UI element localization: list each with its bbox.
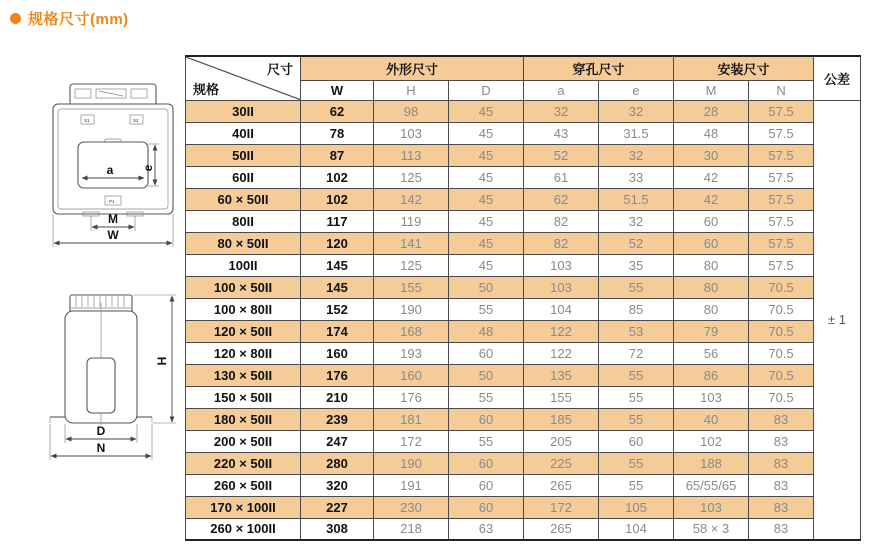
cell-n: 57.5 xyxy=(749,188,814,210)
cell-d: 63 xyxy=(449,518,524,540)
col-header-W: W xyxy=(301,80,374,100)
cell-e: 35 xyxy=(599,254,674,276)
cell-h: 168 xyxy=(374,320,449,342)
cell-m: 40 xyxy=(674,408,749,430)
cell-a: 265 xyxy=(524,474,599,496)
side-view-svg xyxy=(40,283,190,468)
cell-w: 239 xyxy=(301,408,374,430)
corner-label-spec: 规格 xyxy=(193,81,220,97)
cell-a: 61 xyxy=(524,166,599,188)
cell-spec: 170 × 100II xyxy=(186,496,301,518)
col-header-e: e xyxy=(599,80,674,100)
cell-a: 32 xyxy=(524,100,599,122)
cell-e: 55 xyxy=(599,364,674,386)
cell-spec: 50II xyxy=(186,144,301,166)
cell-e: 52 xyxy=(599,232,674,254)
cell-spec: 200 × 50II xyxy=(186,430,301,452)
bullet-icon xyxy=(10,13,21,24)
cell-a: 52 xyxy=(524,144,599,166)
cell-spec: 30II xyxy=(186,100,301,122)
cell-m: 102 xyxy=(674,430,749,452)
cell-n: 70.5 xyxy=(749,386,814,408)
cell-a: 122 xyxy=(524,342,599,364)
table-row xyxy=(186,386,861,408)
cell-spec: 180 × 50II xyxy=(186,408,301,430)
cell-e: 60 xyxy=(599,430,674,452)
cell-n: 70.5 xyxy=(749,276,814,298)
cell-d: 45 xyxy=(449,210,524,232)
cell-h: 176 xyxy=(374,386,449,408)
svg-text:S2: S2 xyxy=(133,118,139,123)
cell-e: 55 xyxy=(599,474,674,496)
cell-h: 103 xyxy=(374,122,449,144)
table-row xyxy=(186,518,861,540)
cell-m: 65/55/65 xyxy=(674,474,749,496)
cell-d: 50 xyxy=(449,276,524,298)
cell-w: 152 xyxy=(301,298,374,320)
cell-spec: 60 × 50II xyxy=(186,188,301,210)
col-header-N: N xyxy=(749,80,814,100)
side-view-drawing xyxy=(40,283,190,468)
cell-n: 83 xyxy=(749,474,814,496)
corner-cell xyxy=(186,56,301,100)
cell-a: 185 xyxy=(524,408,599,430)
front-view-svg xyxy=(45,82,185,254)
cell-m: 42 xyxy=(674,166,749,188)
cell-d: 60 xyxy=(449,342,524,364)
table-row xyxy=(186,166,861,188)
cell-a: 155 xyxy=(524,386,599,408)
cell-w: 87 xyxy=(301,144,374,166)
cell-w: 102 xyxy=(301,166,374,188)
cell-a: 265 xyxy=(524,518,599,540)
cell-e: 55 xyxy=(599,408,674,430)
cell-a: 62 xyxy=(524,188,599,210)
svg-text:P1: P1 xyxy=(109,199,115,204)
cell-e: 55 xyxy=(599,276,674,298)
cell-h: 113 xyxy=(374,144,449,166)
cell-h: 181 xyxy=(374,408,449,430)
cell-d: 45 xyxy=(449,100,524,122)
cell-n: 57.5 xyxy=(749,254,814,276)
cell-spec: 60II xyxy=(186,166,301,188)
table-row xyxy=(186,320,861,342)
cell-m: 188 xyxy=(674,452,749,474)
cell-a: 82 xyxy=(524,232,599,254)
cell-m: 28 xyxy=(674,100,749,122)
cell-n: 83 xyxy=(749,408,814,430)
cell-e: 55 xyxy=(599,386,674,408)
front-view-drawing xyxy=(45,82,185,254)
cell-h: 141 xyxy=(374,232,449,254)
cell-n: 57.5 xyxy=(749,232,814,254)
cell-d: 55 xyxy=(449,386,524,408)
corner-label-size: 尺寸 xyxy=(266,62,293,77)
table-row xyxy=(186,452,861,474)
cell-w: 247 xyxy=(301,430,374,452)
cell-m: 79 xyxy=(674,320,749,342)
col-header-M: M xyxy=(674,80,749,100)
cell-d: 50 xyxy=(449,364,524,386)
table-row xyxy=(186,210,861,232)
cell-spec: 40II xyxy=(186,122,301,144)
cell-m: 56 xyxy=(674,342,749,364)
cell-d: 45 xyxy=(449,254,524,276)
cell-m: 42 xyxy=(674,188,749,210)
table-row xyxy=(186,144,861,166)
table-row xyxy=(186,342,861,364)
cell-n: 57.5 xyxy=(749,166,814,188)
dimension-h xyxy=(133,295,176,423)
cell-n: 70.5 xyxy=(749,364,814,386)
cell-n: 57.5 xyxy=(749,100,814,122)
cell-h: 142 xyxy=(374,188,449,210)
cell-e: 32 xyxy=(599,144,674,166)
group-header-hole-size: 穿孔尺寸 xyxy=(524,56,674,80)
cell-e: 51.5 xyxy=(599,188,674,210)
cell-spec: 150 × 50II xyxy=(186,386,301,408)
cell-n: 83 xyxy=(749,430,814,452)
cell-a: 103 xyxy=(524,276,599,298)
table-body xyxy=(186,100,861,540)
table-row xyxy=(186,232,861,254)
cell-d: 60 xyxy=(449,452,524,474)
cell-e: 105 xyxy=(599,496,674,518)
col-header-D: D xyxy=(449,80,524,100)
cell-n: 57.5 xyxy=(749,144,814,166)
cell-h: 125 xyxy=(374,254,449,276)
svg-text:a: a xyxy=(106,163,114,177)
cell-d: 45 xyxy=(449,166,524,188)
svg-text:H: H xyxy=(155,356,169,366)
group-header-mount-size: 安装尺寸 xyxy=(674,56,814,80)
svg-text:S1: S1 xyxy=(84,118,90,123)
cell-w: 117 xyxy=(301,210,374,232)
cell-e: 33 xyxy=(599,166,674,188)
cell-n: 83 xyxy=(749,496,814,518)
cell-e: 104 xyxy=(599,518,674,540)
cell-w: 102 xyxy=(301,188,374,210)
cell-n: 83 xyxy=(749,518,814,540)
table-row xyxy=(186,408,861,430)
cell-spec: 120 × 50II xyxy=(186,320,301,342)
svg-text:M: M xyxy=(108,212,118,226)
cell-spec: 260 × 50II xyxy=(186,474,301,496)
cell-m: 60 xyxy=(674,210,749,232)
cell-w: 308 xyxy=(301,518,374,540)
cell-e: 85 xyxy=(599,298,674,320)
section-title xyxy=(10,8,129,29)
svg-text:D: D xyxy=(96,424,106,438)
cell-spec: 80 × 50II xyxy=(186,232,301,254)
svg-text:N: N xyxy=(96,441,106,455)
group-header-outline-size: 外形尺寸 xyxy=(301,56,524,80)
cell-m: 30 xyxy=(674,144,749,166)
cell-h: 125 xyxy=(374,166,449,188)
table-row xyxy=(186,188,861,210)
cell-spec: 100 × 50II xyxy=(186,276,301,298)
cell-h: 155 xyxy=(374,276,449,298)
cell-spec: 100 × 80II xyxy=(186,298,301,320)
inner-plate xyxy=(87,358,115,413)
cell-w: 78 xyxy=(301,122,374,144)
cell-a: 43 xyxy=(524,122,599,144)
table-row xyxy=(186,122,861,144)
cell-m: 103 xyxy=(674,386,749,408)
section-title-text: 规格尺寸(mm) xyxy=(28,11,129,28)
cell-e: 31.5 xyxy=(599,122,674,144)
cell-m: 103 xyxy=(674,496,749,518)
table-row xyxy=(186,276,861,298)
cell-m: 60 xyxy=(674,232,749,254)
cell-h: 193 xyxy=(374,342,449,364)
cell-n: 70.5 xyxy=(749,320,814,342)
cell-spec: 260 × 100II xyxy=(186,518,301,540)
table-row xyxy=(186,430,861,452)
cell-w: 145 xyxy=(301,254,374,276)
col-header-H: H xyxy=(374,80,449,100)
cell-spec: 130 × 50II xyxy=(186,364,301,386)
cell-a: 225 xyxy=(524,452,599,474)
table-row xyxy=(186,474,861,496)
cell-h: 191 xyxy=(374,474,449,496)
cell-a: 135 xyxy=(524,364,599,386)
cell-a: 103 xyxy=(524,254,599,276)
cell-n: 70.5 xyxy=(749,298,814,320)
cell-d: 45 xyxy=(449,188,524,210)
cell-d: 55 xyxy=(449,298,524,320)
cell-spec: 120 × 80II xyxy=(186,342,301,364)
cell-m: 80 xyxy=(674,254,749,276)
cell-h: 98 xyxy=(374,100,449,122)
svg-text:e: e xyxy=(141,164,155,172)
cell-d: 60 xyxy=(449,474,524,496)
cell-m: 58 × 3 xyxy=(674,518,749,540)
cell-a: 122 xyxy=(524,320,599,342)
cell-n: 83 xyxy=(749,452,814,474)
table-row xyxy=(186,298,861,320)
cell-n: 57.5 xyxy=(749,210,814,232)
cell-w: 227 xyxy=(301,496,374,518)
table-row xyxy=(186,254,861,276)
tolerance-value: ± 1 xyxy=(814,100,861,540)
cell-w: 145 xyxy=(301,276,374,298)
cell-h: 230 xyxy=(374,496,449,518)
cell-e: 55 xyxy=(599,452,674,474)
cell-m: 80 xyxy=(674,276,749,298)
cell-a: 172 xyxy=(524,496,599,518)
terminal-block xyxy=(70,84,156,105)
table-row xyxy=(186,496,861,518)
cell-w: 160 xyxy=(301,342,374,364)
cell-d: 48 xyxy=(449,320,524,342)
cell-w: 176 xyxy=(301,364,374,386)
cell-a: 82 xyxy=(524,210,599,232)
cell-w: 120 xyxy=(301,232,374,254)
cell-m: 86 xyxy=(674,364,749,386)
cell-d: 55 xyxy=(449,430,524,452)
cell-h: 190 xyxy=(374,452,449,474)
tolerance-header: 公差 xyxy=(814,56,861,100)
cell-spec: 100II xyxy=(186,254,301,276)
cell-n: 57.5 xyxy=(749,122,814,144)
cell-e: 72 xyxy=(599,342,674,364)
cell-spec: 220 × 50II xyxy=(186,452,301,474)
cell-d: 45 xyxy=(449,122,524,144)
cell-a: 205 xyxy=(524,430,599,452)
cell-m: 80 xyxy=(674,298,749,320)
cell-d: 60 xyxy=(449,408,524,430)
cell-a: 104 xyxy=(524,298,599,320)
cell-spec: 80II xyxy=(186,210,301,232)
spec-table xyxy=(185,55,861,541)
col-header-a: a xyxy=(524,80,599,100)
cell-w: 174 xyxy=(301,320,374,342)
cell-h: 160 xyxy=(374,364,449,386)
table-row xyxy=(186,100,861,122)
cell-e: 32 xyxy=(599,100,674,122)
cell-e: 53 xyxy=(599,320,674,342)
cell-n: 70.5 xyxy=(749,342,814,364)
cell-h: 190 xyxy=(374,298,449,320)
cell-e: 32 xyxy=(599,210,674,232)
cell-d: 60 xyxy=(449,496,524,518)
cell-d: 45 xyxy=(449,144,524,166)
cell-w: 62 xyxy=(301,100,374,122)
cell-w: 320 xyxy=(301,474,374,496)
cell-h: 218 xyxy=(374,518,449,540)
cell-m: 48 xyxy=(674,122,749,144)
table-row xyxy=(186,364,861,386)
cell-w: 280 xyxy=(301,452,374,474)
cell-h: 119 xyxy=(374,210,449,232)
svg-text:W: W xyxy=(107,228,119,242)
cell-d: 45 xyxy=(449,232,524,254)
cell-w: 210 xyxy=(301,386,374,408)
cell-h: 172 xyxy=(374,430,449,452)
